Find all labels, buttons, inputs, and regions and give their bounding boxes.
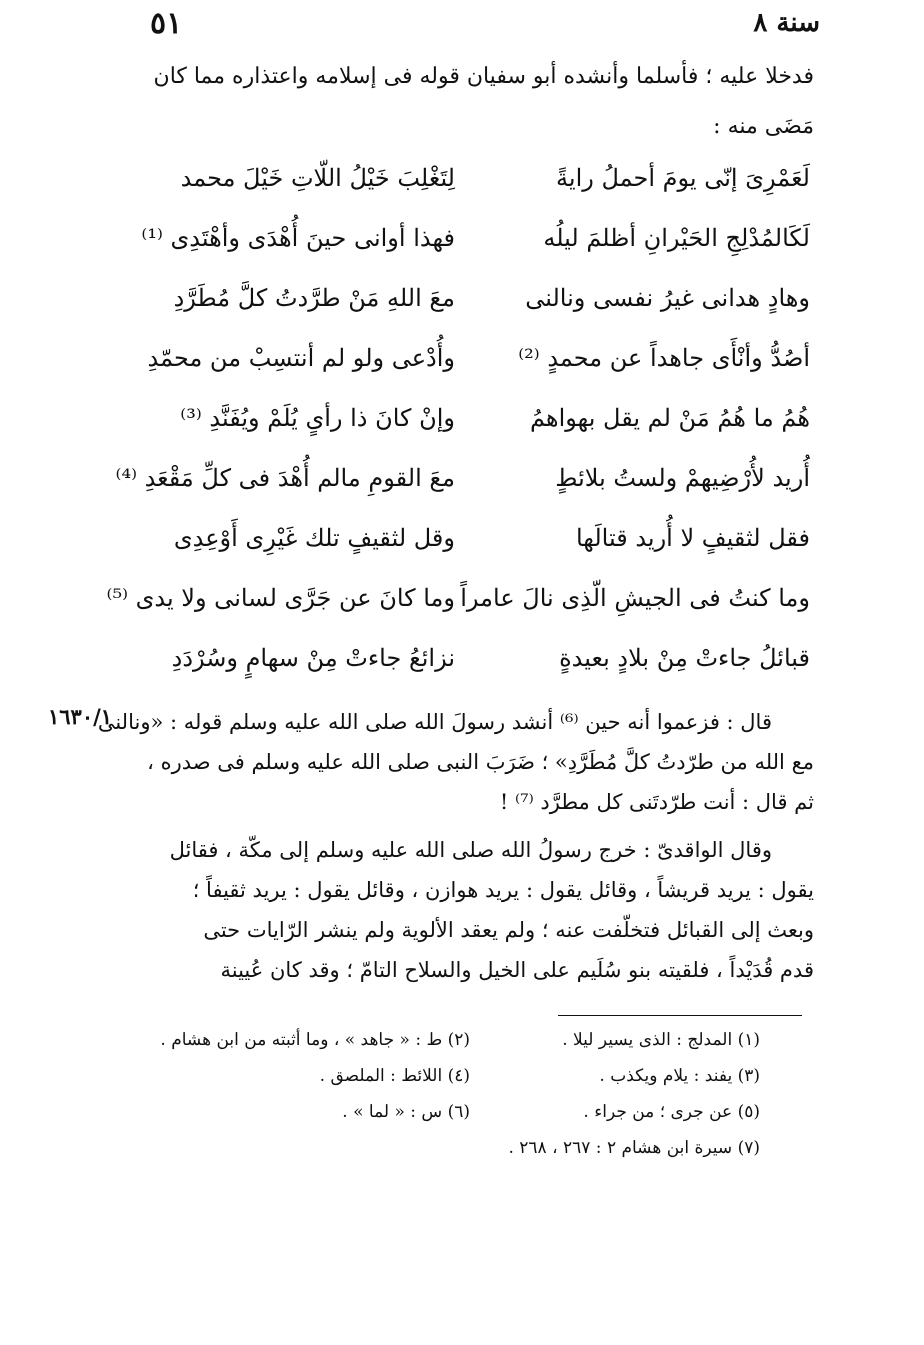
text-line: قال : فزعموا أنه حين ⁽⁶⁾ أنشد رسولَ الله صلى الله عليه وسلم قوله : «ونالنى [97, 710, 772, 734]
verse-second-hemistich: لِتَغْلِبَ خَيْلُ اللّاتِ خَيْلَ محمد [180, 164, 455, 192]
verse-second-hemistich: وقل لثقيفٍ تلك غَيْرِى أَوْعِدِى [173, 524, 455, 552]
intro-paragraph [114, 52, 814, 152]
footnote-row [130, 1130, 760, 1166]
text-line: يقول : يريد قريشاً ، وقائل يقول : يريد هوازن ، وقائل يقول : يريد ثقيفاً ؛ [192, 878, 814, 902]
verse [173, 508, 810, 568]
verse-first-hemistich: وهادٍ هدانى غيرُ نفسى ونالنى [525, 284, 810, 312]
text-line: قدم قُدَيْداً ، فلقيته بنو سُلَيم على الخيل والسلاح التامّ ؛ وقد كان عُيينة [220, 958, 814, 982]
prose-body [97, 702, 814, 990]
footnote-row [130, 1094, 760, 1130]
running-head-year: سنة ٨ [753, 8, 820, 38]
verse [141, 208, 810, 268]
footnote: (١) المدلج : الذى يسير ليلا . [562, 1030, 760, 1050]
footnotes [130, 1022, 760, 1166]
text-line: وقال الواقدىّ : خرج رسولُ الله صلى الله عليه وسلم إلى مكّة ، فقائل [169, 838, 772, 862]
intro-line: مَضَى منه : [713, 114, 814, 139]
paragraph [114, 830, 814, 990]
verse-second-hemistich: وأُدْعى ولو لم أنتسِبْ من محمّدِ [147, 344, 455, 372]
poem [106, 148, 810, 688]
verse-second-hemistich: معَ القومِ مالم أُهْدَ فى كلِّ مَقْعَدِ ⁽⁴⁾ [115, 464, 455, 492]
verse-first-hemistich: لَكَالمُدْلِجِ الحَيْرانِ أظلمَ ليلُه [543, 224, 810, 252]
footnote: (٦) س : « لما » . [342, 1102, 470, 1122]
verse-first-hemistich: أصُدُّ وأنْأَى جاهداً عن محمدٍ ⁽²⁾ [518, 344, 810, 372]
footnote-row [130, 1022, 760, 1058]
page-header [150, 6, 820, 46]
text-line: وبعث إلى القبائل فتخلّفت عنه ؛ ولم يعقد الألوية ولم ينشر الرّايات حتى [203, 918, 814, 942]
verse [147, 328, 810, 388]
intro-line: فدخلا عليه ؛ فأسلما وأنشده أبو سفيان قوله فى إسلامه واعتذاره مما كان [153, 64, 814, 89]
verse [106, 568, 810, 628]
footnote: (٣) يفند : يلام ويكذب . [599, 1066, 760, 1086]
verse-second-hemistich: وإنْ كانَ ذا رأىٍ يُلَمْ ويُفَنَّدِ ⁽³⁾ [180, 404, 455, 432]
verse-second-hemistich: نزائعُ جاءتْ مِنْ سهامٍ وسُرْدَدِ [171, 644, 455, 672]
verse-first-hemistich: وما كنتُ فى الجيشِ الّذِى نالَ عامراً [460, 584, 810, 612]
verse-first-hemistich: أُريد لأُرْضِيهمْ ولستُ بلائطٍ [555, 464, 810, 492]
verse [180, 388, 810, 448]
footnote: (٢) ط : « جاهد » ، وما أثبته من ابن هشام . [160, 1030, 470, 1050]
verse-first-hemistich: لَعَمْرِىَ إنّى يومَ أحملُ رايةً [556, 164, 810, 192]
verse [115, 448, 810, 508]
margin-reference: ١٦٣٠/١ [48, 704, 113, 729]
verse [173, 268, 810, 328]
text-line: مع الله من طرّدتُ كلَّ مُطَرَّدِ» ؛ ضَرَبَ النبى صلى الله عليه وسلم فى صدره ، [147, 750, 814, 774]
page-number: ٥١ [150, 6, 183, 41]
footnote: (٧) سيرة ابن هشام ٢ : ٢٦٧ ، ٢٦٨ . [508, 1138, 760, 1158]
footnote-separator [558, 1015, 802, 1016]
verse [180, 148, 810, 208]
verse-first-hemistich: فقل لثقيفٍ لا أُريد قتالَها [575, 524, 810, 552]
footnote-row [130, 1058, 760, 1094]
verse-second-hemistich: وما كانَ عن جَرَّى لسانى ولا يدى ⁽⁵⁾ [106, 584, 455, 612]
footnote: (٤) اللائط : الملصق . [319, 1066, 470, 1086]
footnote: (٥) عن جرى ؛ من جراء . [583, 1102, 760, 1122]
verse-second-hemistich: فهذا أوانى حينَ أُهْدَى وأهْتَدِى ⁽¹⁾ [141, 224, 455, 252]
text-line: ثم قال : أنت طرّدتَنى كل مطرَّد ⁽⁷⁾ ! [499, 790, 814, 814]
paragraph [97, 702, 814, 822]
verse [171, 628, 810, 688]
verse-first-hemistich: قبائلُ جاءتْ مِنْ بلادٍ بعيدةٍ [559, 644, 810, 672]
verse-second-hemistich: معَ اللهِ مَنْ طرَّدتُ كلَّ مُطَرَّدِ [173, 284, 455, 312]
verse-first-hemistich: هُمُ ما هُمُ مَنْ لم يقل بهواهمُ [529, 404, 810, 432]
